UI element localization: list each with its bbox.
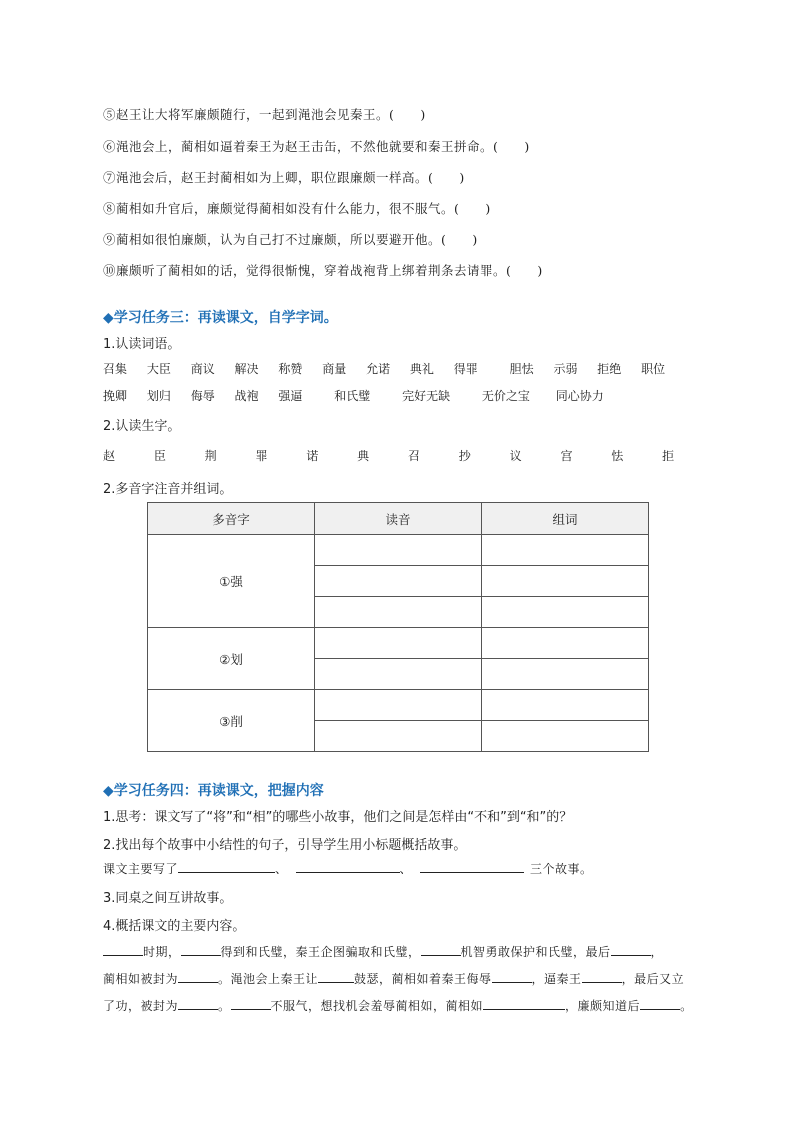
char: 抄 (458, 449, 471, 463)
pronunciation-cell[interactable] (315, 535, 482, 566)
task4-q3: 3.同桌之间互讲故事。 (103, 891, 233, 906)
word-list-row2 (103, 387, 620, 404)
word: 强逼 (278, 389, 303, 403)
fill-text: ， (650, 945, 664, 959)
task4-q2: 2.找出每个故事中小结性的句子，引导学生用小标题概括故事。 (103, 838, 467, 853)
char: 罪 (255, 449, 268, 463)
polyphone-char: ①强 (148, 535, 315, 628)
word: 解决 (234, 362, 259, 376)
task3-q3: 2.多音字注音并组词。 (103, 482, 233, 497)
pronunciation-cell[interactable] (315, 721, 482, 752)
word: 侮辱 (190, 389, 215, 403)
fill-blank[interactable] (178, 982, 218, 983)
fill-text: 得到和氏璧，秦王企图骗取和氏璧， (220, 945, 421, 959)
fill-blank[interactable] (178, 1009, 218, 1010)
pronunciation-cell[interactable] (315, 597, 482, 628)
char: 诺 (306, 449, 319, 463)
word: 大臣 (146, 362, 171, 376)
word: 划归 (146, 389, 171, 403)
fill-blank[interactable] (483, 1009, 565, 1010)
pronunciation-cell[interactable] (315, 566, 482, 597)
task4-q1: 1.思考：课文写了“将”和“相”的哪些小故事，他们之间是怎样由“不和”到“和”的？ (103, 810, 573, 825)
char-list (103, 447, 709, 464)
char: 怯 (611, 449, 624, 463)
word: 允诺 (366, 362, 391, 376)
char: 臣 (153, 449, 166, 463)
fill-text: 不服气，想找机会羞辱蔺相如，蔺相如 (270, 999, 484, 1013)
word-cell[interactable] (482, 566, 649, 597)
header-polyphone: 多音字 (148, 503, 315, 535)
fill-line-1 (103, 943, 663, 960)
task3-title: ◆学习任务三：再读课文，自学字词。 (103, 310, 338, 326)
fill-text: 。渑池会上秦王让 (218, 972, 319, 986)
word-cell[interactable] (482, 597, 649, 628)
summary-sep: 、 (399, 862, 413, 876)
char: 召 (407, 449, 420, 463)
fill-line-2 (103, 970, 684, 987)
fill-text: 了功，被封为 (103, 999, 179, 1013)
fill-blank[interactable] (103, 955, 143, 956)
story-blank-3[interactable] (420, 872, 524, 873)
fill-text: 鼓瑟，蔺相如着秦王侮辱 (354, 972, 492, 986)
word: 典礼 (409, 362, 434, 376)
summary-prefix: 课文主要写了 (103, 862, 179, 876)
fill-text: ，廉颇知道后 (565, 999, 641, 1013)
statement-8: ⑧蔺相如升官后，廉颇觉得蔺相如没有什么能力，很不服气。( ) (103, 201, 491, 216)
polyphone-table (147, 502, 649, 752)
fill-blank[interactable] (318, 982, 354, 983)
header-pronunciation: 读音 (315, 503, 482, 535)
word: 召集 (103, 362, 128, 376)
story-blank-1[interactable] (178, 872, 275, 873)
polyphone-char: ③削 (148, 690, 315, 752)
summary-sep: 、 (275, 862, 288, 876)
word: 称赞 (278, 362, 303, 376)
word: 挽卿 (103, 389, 128, 403)
word-list-row1 (103, 360, 681, 377)
word: 得罪 (453, 362, 478, 376)
fill-blank[interactable] (611, 955, 651, 956)
fill-text: ，最后又立 (621, 972, 685, 986)
word-cell[interactable] (482, 659, 649, 690)
fill-blank[interactable] (231, 1009, 271, 1010)
statement-10: ⑩廉颇听了蔺相如的话，觉得很惭愧，穿着战袍背上绑着荆条去请罪。( ) (103, 263, 543, 278)
word: 胆怯 (509, 362, 534, 376)
fill-text: 机智勇敢保护和氏璧，最后 (460, 945, 611, 959)
word-cell[interactable] (482, 721, 649, 752)
word: 战袍 (234, 389, 259, 403)
word-cell[interactable] (482, 535, 649, 566)
word: 完好无缺 (402, 389, 451, 403)
task4-q4: 4.概括课文的主要内容。 (103, 919, 246, 934)
polyphone-char: ②划 (148, 628, 315, 690)
fill-blank[interactable] (640, 1009, 680, 1010)
pronunciation-cell[interactable] (315, 690, 482, 721)
header-words: 组词 (482, 503, 649, 535)
fill-blank[interactable] (582, 982, 622, 983)
statement-5: ⑤赵王让大将军廉颇随行，一起到渑池会见秦王。( ) (103, 107, 426, 122)
fill-text: 。 (218, 999, 231, 1013)
fill-blank[interactable] (421, 955, 461, 956)
char: 拒 (662, 449, 675, 463)
fill-line-3 (103, 997, 693, 1014)
fill-text: 时期， (143, 945, 181, 959)
story-blank-2[interactable] (296, 872, 400, 873)
fill-text: ，逼秦王 (531, 972, 582, 986)
pronunciation-cell[interactable] (315, 659, 482, 690)
word: 同心协力 (555, 389, 604, 403)
summary-line (103, 860, 593, 877)
word: 示弱 (553, 362, 578, 376)
statement-6: ⑥渑池会上，蔺相如逼着秦王为赵王击缶，不然他就要和秦王拼命。( ) (103, 139, 530, 154)
char: 宫 (560, 449, 573, 463)
task3-q1: 1.认读词语。 (103, 337, 181, 352)
char: 赵 (103, 449, 116, 463)
char: 荆 (204, 449, 217, 463)
fill-text: 。 (680, 999, 693, 1013)
word: 拒绝 (597, 362, 622, 376)
summary-suffix: 三个故事。 (530, 862, 593, 876)
statement-9: ⑨蔺相如很怕廉颇，认为自己打不过廉颇，所以要避开他。( ) (103, 232, 478, 247)
char: 议 (509, 449, 522, 463)
statement-7: ⑦渑池会后，赵王封蔺相如为上卿，职位跟廉颇一样高。( ) (103, 170, 465, 185)
pronunciation-cell[interactable] (315, 628, 482, 659)
word: 商量 (322, 362, 347, 376)
fill-blank[interactable] (492, 982, 532, 983)
task4-title: ◆学习任务四：再读课文，把握内容 (103, 783, 324, 799)
char: 典 (357, 449, 370, 463)
word-cell[interactable] (482, 690, 649, 721)
word: 商议 (190, 362, 215, 376)
word: 职位 (641, 362, 666, 376)
word-cell[interactable] (482, 628, 649, 659)
fill-blank[interactable] (181, 955, 221, 956)
fill-text: 蔺相如被封为 (103, 972, 179, 986)
word: 无价之宝 (481, 389, 530, 403)
word: 和氏璧 (334, 389, 371, 403)
task3-q2: 2.认读生字。 (103, 419, 181, 434)
